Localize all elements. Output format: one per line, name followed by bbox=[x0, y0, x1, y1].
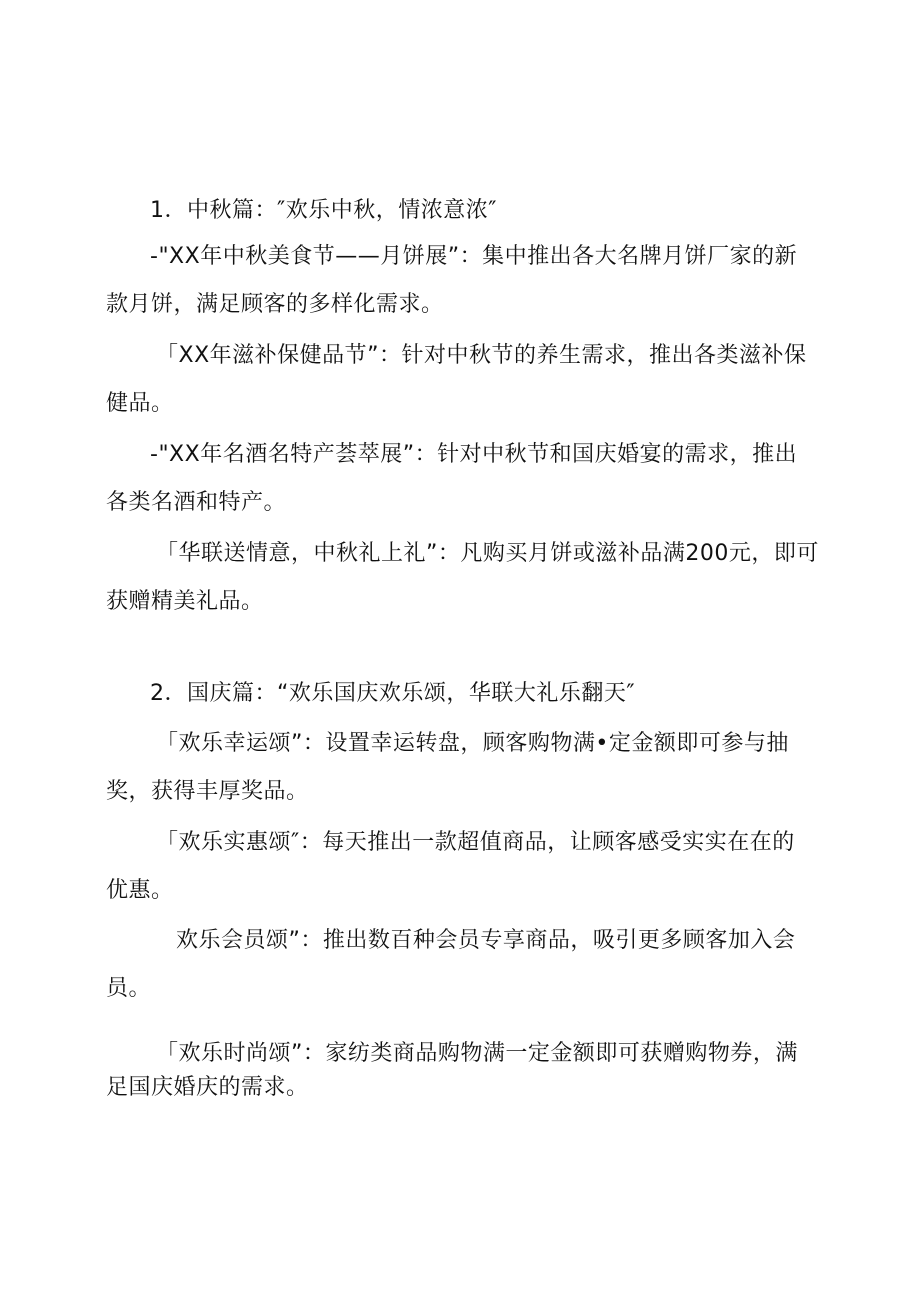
paragraph-line: 款月饼，满足顾客的多样化需求。 bbox=[106, 292, 444, 317]
paragraph-line: 「欢乐幸运颂”：设置幸运转盘，顾客购物满•定金额即可参与抽 bbox=[156, 731, 789, 756]
paragraph-line: 欢乐会员颂”：推出数百种会员专享商品，吸引更多顾客加入会 bbox=[176, 928, 796, 953]
paragraph-line: 奖，获得丰厚奖品。 bbox=[106, 779, 309, 804]
section-heading-mid-autumn: 1．中秋篇：″欢乐中秋，情浓意浓″ bbox=[150, 198, 497, 223]
paragraph-line: 各类名酒和特产。 bbox=[106, 490, 287, 515]
paragraph-line: 足国庆婚庆的需求。 bbox=[106, 1075, 309, 1100]
paragraph-line: 「XX年滋补保健品节”：针对中秋节的养生需求，推出各类滋补保 bbox=[156, 343, 807, 368]
paragraph-line: 「欢乐实惠颂″：每天推出一款超值商品，让顾客感受实实在在的 bbox=[156, 830, 795, 855]
paragraph-line: 「华联送情意，中秋礼上礼”：凡购买月饼或滋补品满200元，即可 bbox=[156, 541, 819, 566]
paragraph-line: 员。 bbox=[106, 976, 152, 1001]
paragraph-line: 优惠。 bbox=[106, 878, 174, 903]
paragraph-line: -"XX年中秋美食节——月饼展”：集中推出各大名牌月饼厂家的新 bbox=[150, 244, 798, 269]
paragraph-line: 获赠精美礼品。 bbox=[106, 589, 264, 614]
section-heading-national-day: 2．国庆篇：“欢乐国庆欢乐颂，华联大礼乐翻天″ bbox=[150, 681, 636, 706]
paragraph-line: 健品。 bbox=[106, 391, 174, 416]
paragraph-line: -"XX年名酒名特产荟萃展”：针对中秋节和国庆婚宴的需求，推出 bbox=[150, 442, 798, 467]
paragraph-line: 「欢乐时尚颂”：家纺类商品购物满一定金额即可获赠购物券，满 bbox=[156, 1041, 798, 1066]
